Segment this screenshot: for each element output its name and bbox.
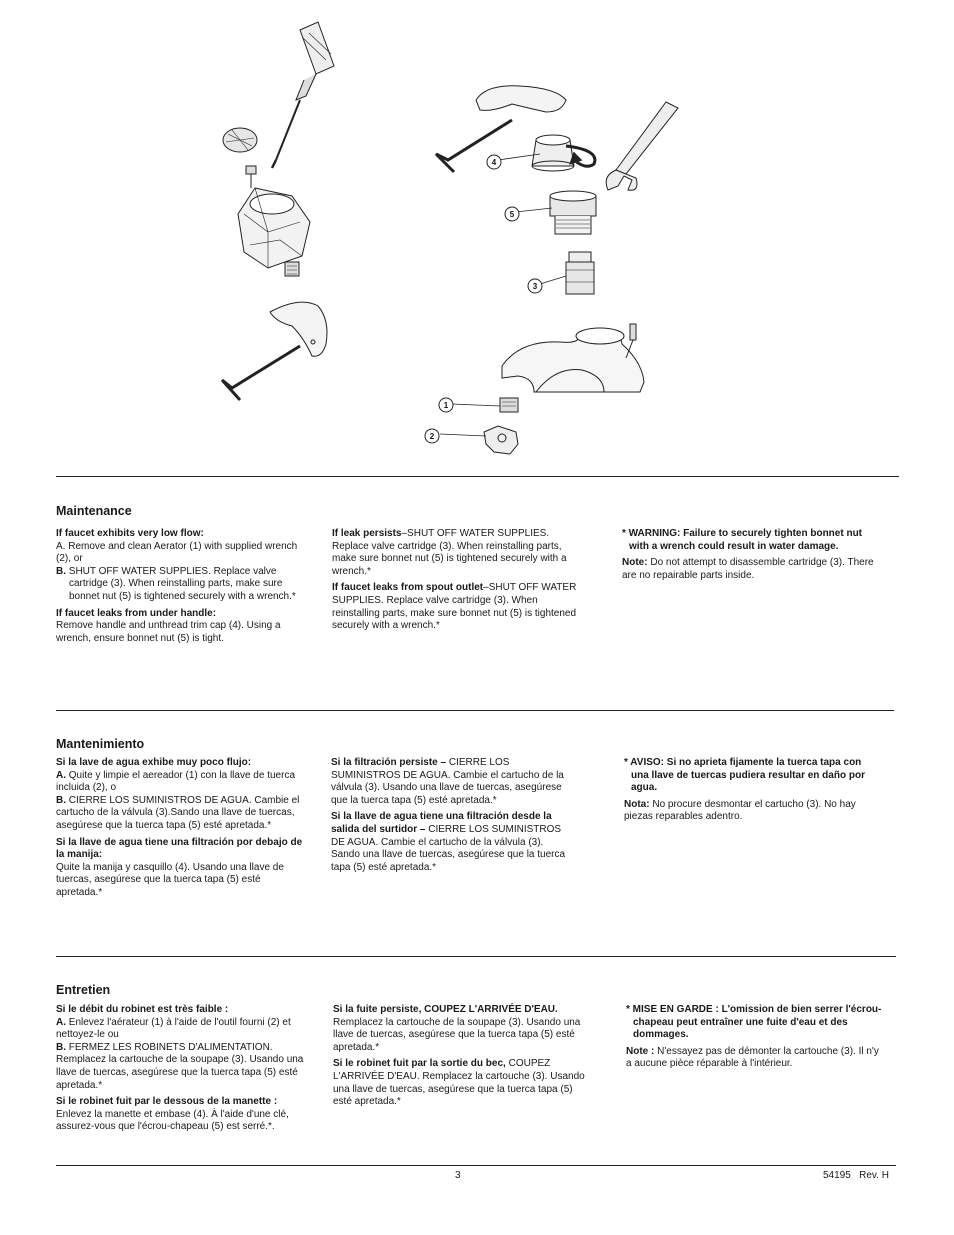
step-a: Enlevez l'aérateur (1) à l'aide de l'outil fourni (2) et nettoyez-le ou (56, 1016, 291, 1041)
allen-wrench-icon (222, 346, 300, 400)
callout-1 (439, 398, 453, 412)
entretien-column-1 (56, 1004, 306, 1138)
section-title-mantenimiento: Mantenimiento (56, 737, 145, 751)
page-number: 3 (455, 1170, 461, 1181)
note-label: Note : (626, 1045, 655, 1057)
paragraph: –SHUT OFF WATER SUPPLIES. Replace valve cartridge (3). When reinstalling parts, make sure bonnet nut (5) is tightened securely with a wrench.* (332, 528, 567, 577)
paragraph: –SHUT OFF WATER SUPPLIES. Replace valve cartridge (3). When reinstalling parts, make sure bonnet nut (5) is tightened securely with a wrench.* (332, 582, 577, 632)
maintenance-column-3 (622, 528, 882, 586)
warning-text: * MISE EN GARDE : L'omission de bien serrer l'écrou-chapeau peut entraîner une fuite d'eau et des dommages. (626, 1004, 882, 1041)
handle-screw-icon (246, 166, 256, 188)
aerator-icon (500, 398, 518, 412)
warning-text: * WARNING: Failure to securely tighten bonnet nut with a wrench could result in water damage. (622, 528, 863, 552)
step-label: A. (56, 769, 66, 781)
note-text: No procure desmontar el cartucho (3). No hay piezas reparables adentro. (624, 798, 856, 823)
maintenance-column-2 (332, 528, 582, 637)
callout-4 (487, 155, 501, 169)
adjustable-wrench-icon (606, 102, 678, 190)
heading: If leak persists (332, 528, 402, 539)
heading: Si la llave de agua tiene una filtración por debajo de la manija: (56, 836, 303, 861)
step-b: FERMEZ LES ROBINETS D'ALIMENTATION. Remplacez la cartouche de la soupape (3). Usando una llave de tuercas, asegúrese que la tuerca tapa (5) esté apretada.* (56, 1041, 304, 1091)
adapter-icon (285, 262, 299, 276)
callout-3 (528, 279, 542, 293)
footer-divider (56, 1165, 896, 1166)
warning-text: * AVISO: Si no aprieta fijamente la tuerca tapa con una llave de tuercas pudiera resultar en daño por agua. (624, 757, 865, 794)
section-title-entretien: Entretien (56, 983, 111, 997)
aerator-wrench-icon (484, 426, 518, 454)
callout-2 (425, 429, 439, 443)
heading: If faucet leaks from spout outlet (332, 582, 484, 594)
step-label: B. (56, 565, 66, 577)
paragraph: Remove handle and unthread trim cap (4). Using a wrench, ensure bonnet nut (5) is tight. (56, 620, 281, 644)
bonnet-nut-icon (550, 191, 596, 234)
document-id: 54195 Rev. H (823, 1170, 889, 1181)
svg-text:3: 3 (532, 282, 538, 291)
exploded-view-illustration (0, 0, 954, 470)
heading: If faucet exhibits very low flow: (56, 528, 204, 539)
mantenimiento-column-2 (331, 757, 571, 878)
note-text: Do not attempt to disassemble cartridge (3). There are no repairable parts inside. (622, 557, 874, 581)
step-label: B. (56, 1041, 66, 1053)
svg-text:1: 1 (443, 401, 449, 410)
entretien-column-3 (626, 1004, 884, 1075)
note-label: Nota: (624, 798, 650, 810)
heading: Si la lave de agua exhibe muy poco flujo: (56, 757, 252, 768)
paragraph: CIERRE LOS SUMINISTROS DE AGUA. Cambie el cartucho de la válvula (3). Usando una llave de tuercas, asegúrese que la tuerca tapa (5) esté apretada.* (331, 757, 564, 806)
note-text: N'essayez pas de démonter la cartouche (3). Il n'y a aucune pièce réparable à l'intérieur. (626, 1045, 879, 1070)
heading: Si le robinet fuit par la sortie du bec, (333, 1058, 506, 1070)
paragraph: CIERRE LOS SUMINISTROS DE AGUA. Cambie el cartucho de la válvula (3). Sando una llave de tuercas, asegúrese que la tuerca tapa (5) esté apretada.* (331, 823, 566, 873)
section-divider (56, 956, 896, 957)
section-divider (56, 476, 899, 477)
heading: Si le robinet fuit par le dessous de la manette : (56, 1096, 278, 1108)
screwdriver-icon (272, 22, 334, 168)
note-label: Note: (622, 557, 648, 569)
heading: Si la llave de agua tiene una filtración desde la salida del surtidor – (331, 811, 552, 835)
step-b: SHUT OFF WATER SUPPLIES. Replace valve cartridge (3). When reinstalling parts, make sure bonnet nut (5) is tightened securely with a wrench.* (66, 565, 296, 602)
faucet-body-icon (502, 324, 644, 392)
decorative-cap-icon (223, 128, 257, 152)
paragraph: COUPEZ L'ARRIVÉE D'EAU. Remplacez la cartouche (3). Usando una llave de tuercas, asegúrese que la tuerca tapa (5) esté apretada.* (333, 1058, 585, 1108)
section-title-maintenance: Maintenance (56, 504, 132, 518)
section-divider (56, 710, 894, 711)
mantenimiento-column-3 (624, 757, 869, 828)
paragraph: Enlevez la manette et embase (4). À l'aide d'une clé, assurez-vous que l'écrou-chapeau (5) est serré.*. (56, 1108, 289, 1133)
maintenance-column-1 (56, 528, 306, 649)
heading: If faucet leaks from under handle: (56, 607, 217, 619)
step-a: A. Remove and clean Aerator (1) with supplied wrench (2), or (56, 540, 298, 565)
svg-text:5: 5 (509, 210, 515, 219)
mantenimiento-column-1 (56, 757, 306, 904)
cartridge-icon (566, 252, 594, 294)
lever-handle-icon (476, 86, 566, 112)
trim-cap-icon (532, 135, 574, 171)
svg-text:4: 4 (491, 158, 497, 167)
heading: Si la fuite persiste, COUPEZ L'ARRIVÉE D'EAU. (333, 1004, 558, 1015)
step-label: A. (56, 1016, 66, 1028)
heading: Si le débit du robinet est très faible : (56, 1004, 229, 1015)
paragraph: Quite la manija y casquillo (4). Usando una llave de tuercas, asegúrese que la tuerca tapa (5) esté apretada.* (56, 861, 284, 898)
svg-text:2: 2 (429, 432, 435, 441)
knob-handle-icon (238, 188, 310, 268)
entretien-column-2 (333, 1004, 588, 1113)
callout-5 (505, 207, 519, 221)
heading: Si la filtración persiste – (331, 757, 447, 768)
step-label: B. (56, 794, 66, 806)
step-b: CIERRE LOS SUMINISTROS DE AGUA. Cambie el cartucho de la válvula (3).Sando una llave de tuercas, asegúrese que la tuerca tapa (5) esté apretada.* (56, 794, 300, 831)
paragraph: Remplacez la cartouche de la soupape (3). Usando una llave de tuercas, asegúrese que la tuerca tapa (5) esté apretada.* (333, 1016, 581, 1053)
step-a: Quite y limpie el aereador (1) con la llave de tuerca incluida (2), o (56, 769, 296, 794)
